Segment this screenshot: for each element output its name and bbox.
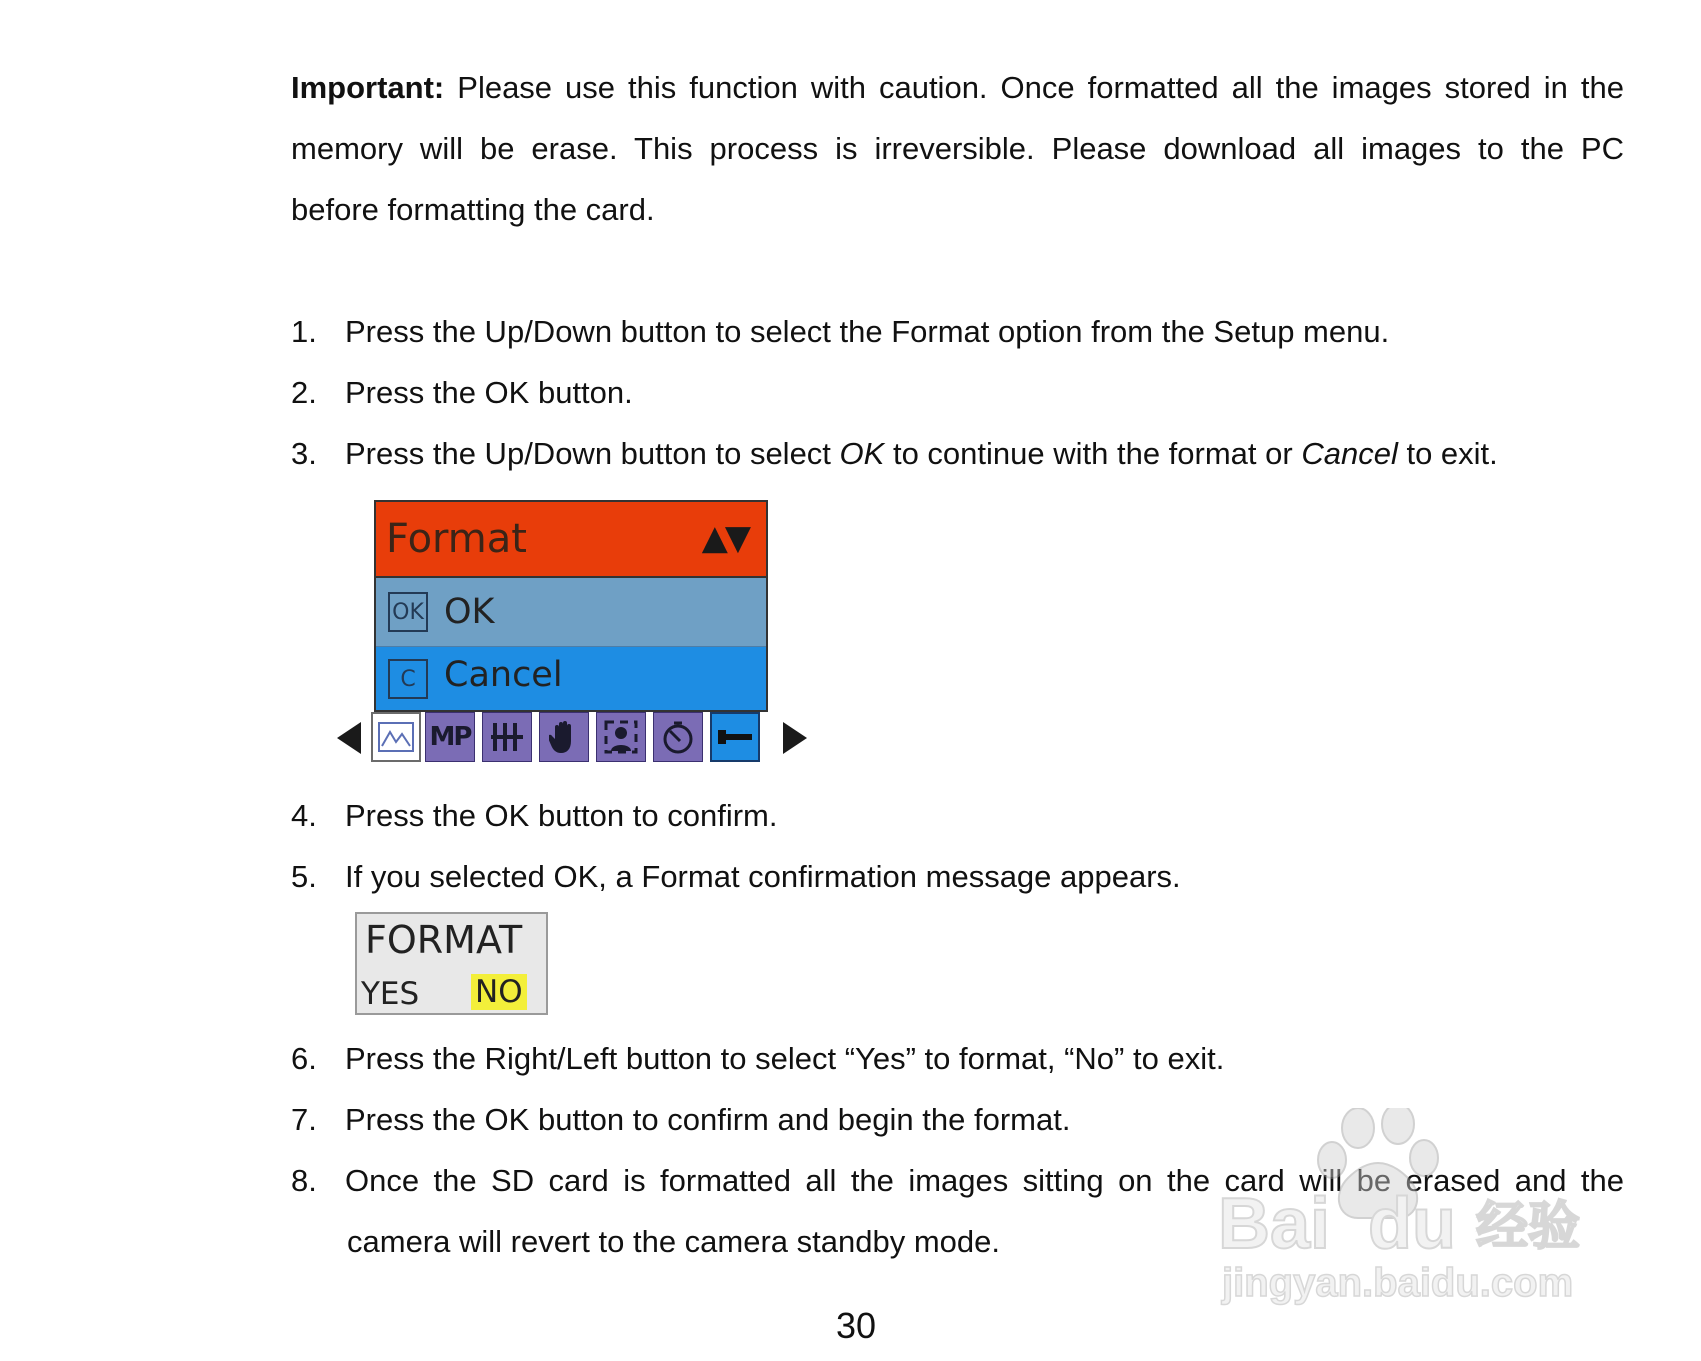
menu-option-ok-label: OK	[444, 592, 495, 632]
setup-wrench-icon	[710, 712, 760, 762]
format-menu-title: Format	[386, 516, 527, 562]
svg-text:du: du	[1368, 1184, 1456, 1264]
step-5-text: If you selected OK, a Format confirmation message appears.	[345, 859, 1181, 894]
confirmation-yes-option: YES	[361, 976, 420, 1012]
svg-text:经验: 经验	[1476, 1197, 1581, 1257]
menu-option-cancel-label: Cancel	[444, 655, 563, 695]
step-3-mid: to continue with the format or	[884, 436, 1302, 471]
menu-option-ok	[376, 578, 766, 647]
step-3-pre: Press the Up/Down button to select	[345, 436, 840, 471]
important-line-2: memory will be erase. This process is irreversible. Please download all images to the PC	[291, 131, 1624, 166]
quality-icon	[482, 712, 532, 762]
confirmation-title: FORMAT	[365, 918, 523, 962]
step-3-number: 3.	[291, 436, 317, 471]
confirmation-no-option: NO	[471, 974, 527, 1010]
step-1-text: Press the Up/Down button to select the Format option from the Setup menu.	[345, 314, 1390, 349]
stabilizer-hand-icon	[539, 712, 589, 762]
step-7-text: Press the OK button to confirm and begin the format.	[345, 1102, 1071, 1137]
step-2-number: 2.	[291, 375, 317, 410]
baidu-watermark-logo	[1208, 1108, 1608, 1308]
step-8-number: 8.	[291, 1163, 317, 1198]
important-label: Important:	[291, 70, 445, 105]
up-down-arrows-icon: ▲▼	[701, 518, 748, 558]
ok-icon: OK	[388, 592, 428, 632]
important-line-3: before formatting the card.	[291, 192, 655, 227]
step-1-number: 1.	[291, 314, 317, 349]
step-4-text: Press the OK button to confirm.	[345, 798, 778, 833]
svg-text:jingyan.baidu.com: jingyan.baidu.com	[1222, 1261, 1574, 1305]
left-arrow-icon	[337, 722, 361, 754]
step-8-line-2: camera will revert to the camera standby mode.	[347, 1224, 1000, 1259]
format-menu-header	[376, 502, 766, 578]
self-timer-icon	[653, 712, 703, 762]
step-6-number: 6.	[291, 1041, 317, 1076]
important-line-1	[291, 70, 1624, 106]
step-3-cancel-term: Cancel	[1301, 436, 1398, 471]
page-number: 30	[836, 1305, 877, 1346]
step-2-text: Press the OK button.	[345, 375, 633, 410]
megapixel-icon: MP	[425, 712, 475, 762]
cancel-icon: C	[388, 659, 428, 699]
important-text-1: Please use this function with caution. Once formatted all the images stored in the	[457, 70, 1624, 105]
step-7-number: 7.	[291, 1102, 317, 1137]
step-8-line-1: Once the SD card is formatted all the images sitting on the card will be erased and the	[345, 1163, 1624, 1198]
step-6-text: Press the Right/Left button to select “Yes” to format, “No” to exit.	[345, 1041, 1225, 1076]
step-3-ok-term: OK	[839, 436, 885, 471]
right-arrow-icon	[783, 722, 807, 754]
picture-icon	[371, 712, 421, 762]
menu-icon-strip	[337, 712, 817, 762]
svg-text:Bai: Bai	[1218, 1184, 1331, 1264]
step-5-number: 5.	[291, 859, 317, 894]
face-detect-icon	[596, 712, 646, 762]
format-confirmation-screen	[355, 912, 548, 1015]
step-3-post: to exit.	[1397, 436, 1498, 471]
step-3-text	[345, 436, 1498, 472]
format-menu-screen	[374, 500, 768, 712]
step-4-number: 4.	[291, 798, 317, 833]
menu-option-cancel	[376, 647, 766, 710]
